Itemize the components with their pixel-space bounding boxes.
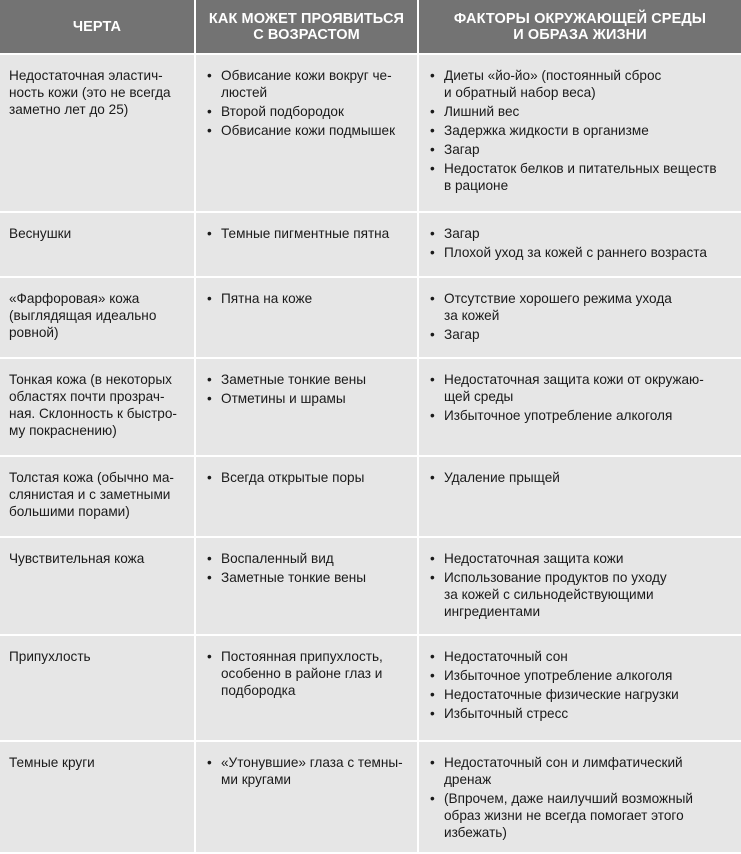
factors-list <box>428 67 733 194</box>
factors-list <box>428 290 733 343</box>
trait-cell: Недостаточная эластич- ность кожи (это не всегда заметно лет до 25) <box>0 55 196 213</box>
list-item <box>428 122 733 139</box>
list-item-text: Второй подбородок <box>221 104 344 119</box>
list-item-text: Избыточное употребление алкоголя <box>444 408 673 423</box>
aging-cell <box>196 636 419 742</box>
list-item <box>428 290 733 324</box>
aging-cell <box>196 278 419 359</box>
list-item-text: «Утонувшие» глаза с темны- ми кругами <box>221 755 403 787</box>
table-row <box>0 636 741 742</box>
table-row <box>0 278 741 359</box>
factors-cell <box>419 636 741 742</box>
list-item-text: Избыточный стресс <box>444 706 569 721</box>
trait-cell: Тонкая кожа (в некоторых областях почти прозрач- ная. Склонность к быстро- му покраснению) <box>0 359 196 457</box>
list-item <box>428 686 733 703</box>
list-item-text: Воспаленный вид <box>221 551 334 566</box>
list-item-text: Диеты «йо-йо» (постоянный сброс и обратный набор веса) <box>444 68 662 100</box>
list-item <box>205 225 409 242</box>
list-item <box>428 244 733 261</box>
list-item <box>428 225 733 242</box>
list-item-text: Отсутствие хорошего режима ухода за кожей <box>444 291 672 323</box>
list-item <box>205 122 409 139</box>
factors-cell <box>419 278 741 359</box>
aging-list <box>205 648 409 699</box>
trait-cell: Веснушки <box>0 213 196 278</box>
table-row <box>0 55 741 213</box>
list-item-text: Загар <box>444 327 480 342</box>
list-item-text: Недостаточный сон <box>444 649 568 664</box>
aging-list <box>205 371 409 407</box>
list-item <box>428 648 733 665</box>
list-item <box>428 407 733 424</box>
trait-cell: Чувствительная кожа <box>0 538 196 636</box>
factors-list <box>428 469 733 486</box>
list-item-text: (Впрочем, даже наилучший возможный образ жизни не всегда помогает этого избежать) <box>444 791 694 840</box>
header-aging: КАК МОЖЕТ ПРОЯВИТЬСЯ С ВОЗРАСТОМ <box>196 0 419 55</box>
list-item <box>428 67 733 101</box>
factors-cell <box>419 742 741 854</box>
aging-list <box>205 290 409 307</box>
header-trait: ЧЕРТА <box>0 0 196 55</box>
list-item-text: Плохой уход за кожей с раннего возраста <box>444 245 707 260</box>
list-item-text: Всегда открытые поры <box>221 470 365 485</box>
list-item-text: Заметные тонкие вены <box>221 570 366 585</box>
list-item-text: Использование продуктов по уходу за кожей с сильнодействующими ингредиентами <box>444 570 667 619</box>
factors-cell <box>419 359 741 457</box>
table-row <box>0 742 741 854</box>
factors-cell <box>419 457 741 538</box>
list-item-text: Лишний вес <box>444 104 520 119</box>
list-item-text: Удаление прыщей <box>444 470 560 485</box>
factors-list <box>428 754 733 841</box>
list-item <box>428 160 733 194</box>
list-item-text: Обвисание кожи подмышек <box>221 123 396 138</box>
list-item-text: Темные пигментные пятна <box>221 226 390 241</box>
aging-list <box>205 550 409 586</box>
list-item <box>428 469 733 486</box>
trait-cell: Припухлость <box>0 636 196 742</box>
aging-cell <box>196 457 419 538</box>
list-item <box>205 371 409 388</box>
list-item-text: Пятна на коже <box>221 291 313 306</box>
aging-cell <box>196 538 419 636</box>
list-item <box>428 141 733 158</box>
table-row <box>0 538 741 636</box>
factors-list <box>428 371 733 424</box>
list-item-text: Заметные тонкие вены <box>221 372 366 387</box>
list-item <box>205 550 409 567</box>
header-factors: ФАКТОРЫ ОКРУЖАЮЩЕЙ СРЕДЫ И ОБРАЗА ЖИЗНИ <box>419 0 741 55</box>
list-item-text: Недостаток белков и питательных веществ в рационе <box>444 161 717 193</box>
list-item-text: Постоянная припухлость, особенно в районе глаз и подбородка <box>221 649 383 698</box>
table-row <box>0 213 741 278</box>
list-item <box>205 103 409 120</box>
aging-list <box>205 67 409 139</box>
list-item <box>205 469 409 486</box>
trait-cell: «Фарфоровая» кожа (выглядящая идеально ровной) <box>0 278 196 359</box>
list-item <box>205 648 409 699</box>
list-item <box>428 371 733 405</box>
aging-cell <box>196 213 419 278</box>
table-row <box>0 359 741 457</box>
list-item <box>428 705 733 722</box>
list-item <box>428 550 733 567</box>
header-row <box>0 0 741 55</box>
aging-list <box>205 754 409 788</box>
list-item-text: Загар <box>444 142 480 157</box>
factors-list <box>428 225 733 261</box>
list-item <box>205 754 409 788</box>
table-row <box>0 457 741 538</box>
list-item <box>428 326 733 343</box>
aging-list <box>205 469 409 486</box>
list-item <box>205 390 409 407</box>
list-item <box>428 790 733 841</box>
table-body <box>0 55 741 854</box>
trait-cell: Темные круги <box>0 742 196 854</box>
list-item-text: Недостаточный сон и лимфатический дренаж <box>444 755 683 787</box>
list-item <box>428 667 733 684</box>
list-item-text: Недостаточная защита кожи от окружаю- щей среды <box>444 372 704 404</box>
list-item <box>205 67 409 101</box>
factors-list <box>428 648 733 722</box>
list-item-text: Загар <box>444 226 480 241</box>
list-item-text: Отметины и шрамы <box>221 391 346 406</box>
list-item <box>205 569 409 586</box>
factors-cell <box>419 538 741 636</box>
trait-cell: Толстая кожа (обычно ма- слянистая и с заметными большими порами) <box>0 457 196 538</box>
aging-cell <box>196 55 419 213</box>
list-item-text: Задержка жидкости в организме <box>444 123 649 138</box>
list-item-text: Недостаточная защита кожи <box>444 551 624 566</box>
aging-cell <box>196 359 419 457</box>
list-item-text: Недостаточные физические нагрузки <box>444 687 679 702</box>
list-item-text: Обвисание кожи вокруг че- люстей <box>221 68 392 100</box>
list-item <box>428 103 733 120</box>
aging-list <box>205 225 409 242</box>
factors-list <box>428 550 733 620</box>
aging-cell <box>196 742 419 854</box>
list-item <box>428 754 733 788</box>
list-item <box>205 290 409 307</box>
factors-cell <box>419 213 741 278</box>
factors-cell <box>419 55 741 213</box>
list-item-text: Избыточное употребление алкоголя <box>444 668 673 683</box>
list-item <box>428 569 733 620</box>
